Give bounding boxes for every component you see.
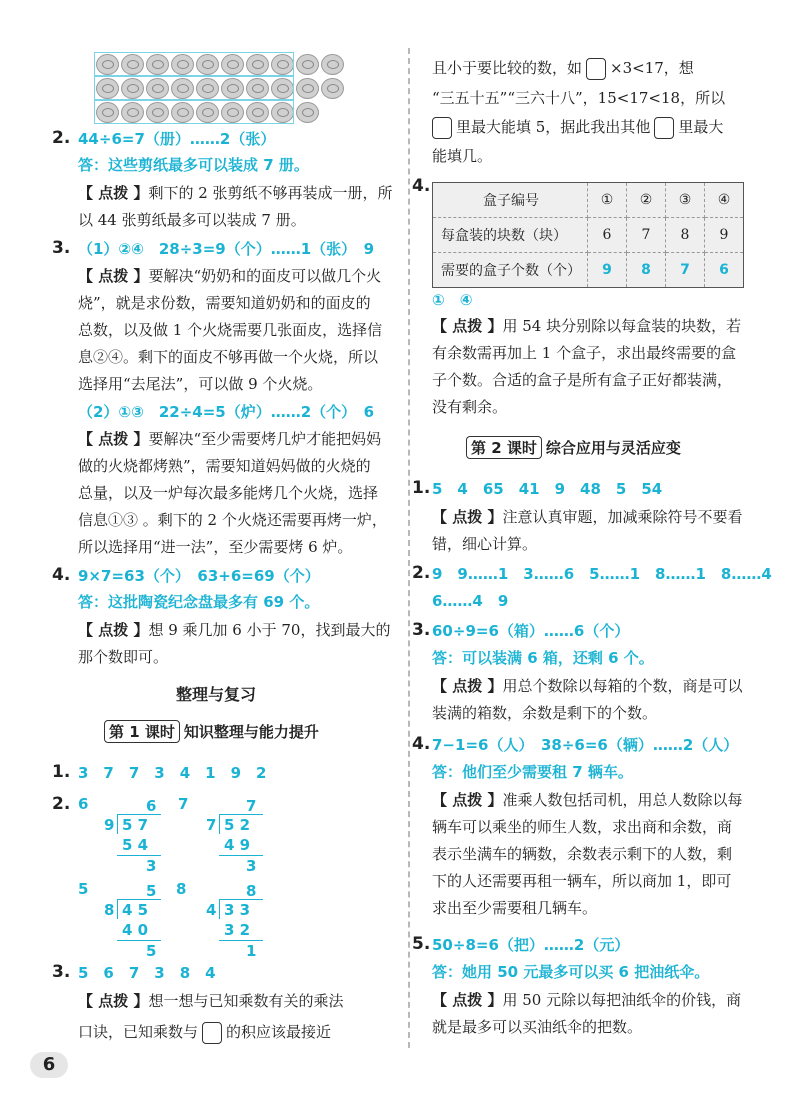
r2-d-bracket [219,899,220,919]
s5-answer: 答：她用 50 元最多可以买 6 把油纸伞。 [432,963,710,981]
r2-c-product: 4 0 [122,921,149,939]
cont-line1: 且小于要比较的数，如 ×3<17，想 [432,58,694,80]
r2-b-remainder: 3 [246,857,257,875]
q3-part2: （2）①③ 22÷4=5（炉）……2（个） 6 [78,403,375,421]
s3-tip-line2: 装满的箱数，余数是剩下的个数。 [432,704,658,722]
r3-tip-line1: 【 点拨 】想一想与已知乘数有关的乘法 [78,992,344,1010]
q3-tip1-line1: 【 点拨 】要解决“奶奶和的面皮可以做几个火 [78,267,382,285]
q4-equation: 9×7=63（个） 63+6=69（个） [78,567,320,585]
r2-a-bar [117,814,161,815]
q2-tip-line1: 【 点拨 】剩下的 2 张剪纸不够再装成一册，所 [78,184,393,202]
r3-answer: 5 6 7 3 8 4 [78,964,216,982]
table-cell: 6 [588,218,627,253]
r2-number: 2. [52,794,71,814]
section-title: 整理与复习 [176,685,257,704]
s2-number: 2. [412,563,431,583]
table-cell: 盒子编号 [433,183,588,218]
s5-number: 5. [412,934,431,954]
q3-tip2-line3: 总量，以及一炉每次最多能烤几个火烧，选择 [78,484,379,502]
r1-number: 1. [52,762,71,782]
q3-part1: （1）②④ 28÷3=9（个）……1（张） 9 [78,240,375,258]
r2-a-dividend: 5 7 [122,816,149,834]
s3-tip-line1: 【 点拨 】用总个数除以每箱的个数，商是可以 [432,677,743,695]
table-cell: 8 [666,218,705,253]
bun-icon [296,54,319,75]
s4-tip-line5: 求出至少需要租几辆车。 [432,899,598,917]
r2-d-product: 3 2 [224,921,251,939]
r2-c-subline [117,940,161,941]
s5-equation: 50÷8=6（把）……2（元） [432,936,630,954]
r2-a-divisor: 9 [104,816,115,834]
r3-tip-line2: 口诀，已知乘数与 的积应该最接近 [78,1022,331,1044]
group-outline [94,76,294,100]
q3-tip2-line5: 所以选择用“进一法”，至少需要烤 6 炉。 [78,538,353,556]
s5-tip-line2: 就是最多可以买油纸伞的把数。 [432,1018,643,1036]
q2-equation: 44÷6=7（册）……2（张） [78,130,276,148]
bun-icon [296,102,319,123]
s1-tip-line1: 【 点拨 】注意认真审题，加减乘除符号不要看 [432,508,743,526]
table-cell: ② [627,183,666,218]
q3-tip1-line2: 烧”，就是求份数，需要知道奶奶和的面皮的 [78,294,371,312]
s4-answer: 答：他们至少需要租 7 辆车。 [432,763,633,781]
r2-a-remainder: 3 [146,857,157,875]
bun-illustration [96,54,346,126]
lesson1-heading: 第 1 课时 知识整理与能力提升 [104,720,319,743]
q4r-tip-line2: 有余数需再加上 1 个盒子，求出最终需要的盒 [432,344,737,362]
table-cell: ③ [666,183,705,218]
s4-equation: 7−1=6（人） 38÷6=6（辆）……2（人） [432,736,739,754]
r2-a-bracket [117,814,118,834]
q3-tip2-line1: 【 点拨 】要解决“至少需要烤几炉才能把妈妈 [78,430,382,448]
group-outline [94,100,294,124]
r2-c-bar [117,899,161,900]
q4r-number: 4. [412,176,431,196]
bun-icon [321,78,344,99]
blank-box [654,117,674,139]
r2-c-bracket [117,899,118,919]
cont-line4: 能填几。 [432,147,493,165]
r2-c-answer: 5 [78,880,89,898]
blank-box [586,58,606,80]
table-cell: 9 [588,253,627,288]
table-cell: 9 [705,218,744,253]
r3-number: 3. [52,962,71,982]
s1-number: 1. [412,478,431,498]
q3-tip2-line2: 做的火烧都烤熟”，需要知道妈妈做的火烧的 [78,457,371,475]
table-row [433,183,744,218]
table-cell: 需要的盒子个数（个） [433,253,588,288]
r2-a-second: 7 [178,795,189,813]
table-row [433,218,744,253]
q4r-tip-line4: 没有剩余。 [432,398,508,416]
r2-b-bracket [219,814,220,834]
q4-tip-line2: 那个数即可。 [78,648,169,666]
bun-icon [321,54,344,75]
bun-icon [296,78,319,99]
s3-answer: 答：可以装满 6 箱，还剩 6 个。 [432,649,654,667]
q3-tip1-line3: 总数，以及做 1 个火烧需要几张面皮，选择信 [78,321,383,339]
cont-line2: “三五十五”“三六十八”，15<17<18，所以 [432,89,726,107]
table-cell: ④ [705,183,744,218]
r2-a-product: 5 4 [122,836,149,854]
blank-box [202,1022,222,1044]
r2-d-bar [219,899,263,900]
table-cell: 7 [666,253,705,288]
q3-tip1-line5: 选择用“去尾法”，可以做 9 个火烧。 [78,375,323,393]
q4-tip-line1: 【 点拨 】想 9 乘几加 6 小于 70，找到最大的 [78,621,391,639]
s1-answer: 5 4 65 41 9 48 5 54 [432,480,663,498]
r2-b-bar [219,814,263,815]
r2-b-subline [219,855,263,856]
s2-answer-line1: 9 9……1 3……6 5……1 8……1 8……4 [432,565,772,583]
group-outline [94,52,294,76]
cont-line3: 里最大能填 5，据此我出其他 里最大 [432,117,723,139]
table-cell: 8 [627,253,666,288]
q3-tip2-line4: 信息①③ 。剩下的 2 个火烧还需要再烤一炉， [78,511,387,529]
lesson1-badge: 第 1 课时 [104,720,180,743]
s3-number: 3. [412,620,431,640]
s4-number: 4. [412,734,431,754]
r2-a-quotient: 6 [146,797,157,815]
q4-answer: 答：这批陶瓷纪念盘最多有 69 个。 [78,593,320,611]
r2-b-divisor: 7 [206,816,217,834]
table-cell: ① [588,183,627,218]
column-divider [408,48,410,1048]
s4-tip-line1: 【 点拨 】准乘人数包括司机，用总人数除以每 [432,791,743,809]
lesson2-heading: 第 2 课时 综合应用与灵活应变 [466,436,681,459]
q3-tip1-line4: 息②④。剩下的面皮不够再做一个火烧，所以 [78,348,379,366]
r2-d-subline [219,940,263,941]
table-cell: 每盒装的块数（块） [433,218,588,253]
r2-b-quotient: 7 [246,797,257,815]
r2-a-answer: 6 [78,795,89,813]
r2-c-remainder: 5 [146,942,157,960]
r2-d-dividend: 3 3 [224,901,251,919]
q2-tip-line2: 以 44 张剪纸最多可以装成 7 册。 [78,211,306,229]
lesson2-badge: 第 2 课时 [466,436,542,459]
r2-c-second: 8 [176,880,187,898]
q4r-tip-line1: 【 点拨 】用 54 块分别除以每盒装的块数，若 [432,317,742,335]
s4-tip-line4: 下的人还需要再租一辆车，所以商加 1，即可 [432,872,732,890]
q2-number: 2. [52,128,71,148]
r2-a-subline [117,855,161,856]
r2-b-dividend: 5 2 [224,816,251,834]
q4r-answer: ① ④ [432,291,473,309]
r2-d-divisor: 4 [206,901,217,919]
s3-equation: 60÷9=6（箱）……6（个） [432,622,630,640]
blank-box [432,117,452,139]
s4-tip-line2: 辆车可以乘坐的师生人数，求出商和余数，商 [432,818,733,836]
table-row [433,253,744,288]
r2-c-dividend: 4 5 [122,901,149,919]
q3-number: 3. [52,238,71,258]
q2-answer: 答：这些剪纸最多可以装成 7 册。 [78,156,309,174]
r1-answer: 3 7 7 3 4 1 9 2 [78,764,267,782]
q4r-tip-line3: 子个数。合适的盒子是所有盒子正好都装满， [432,371,733,389]
table-cell: 7 [627,218,666,253]
r2-d-remainder: 1 [246,942,257,960]
r2-d-quotient: 8 [246,882,257,900]
r2-c-quotient: 5 [146,882,157,900]
s2-answer-line2: 6……4 9 [432,592,509,610]
r2-b-product: 4 9 [224,836,251,854]
s4-tip-line3: 表示坐满车的辆数，余数表示剩下的人数，剩 [432,845,733,863]
page-number: 6 [30,1052,68,1078]
q4-number: 4. [52,565,71,585]
table-cell: 6 [705,253,744,288]
s1-tip-line2: 错，细心计算。 [432,535,538,553]
s5-tip-line1: 【 点拨 】用 50 元除以每把油纸伞的价钱，商 [432,991,742,1009]
box-table [432,182,744,288]
r2-c-divisor: 8 [104,901,115,919]
